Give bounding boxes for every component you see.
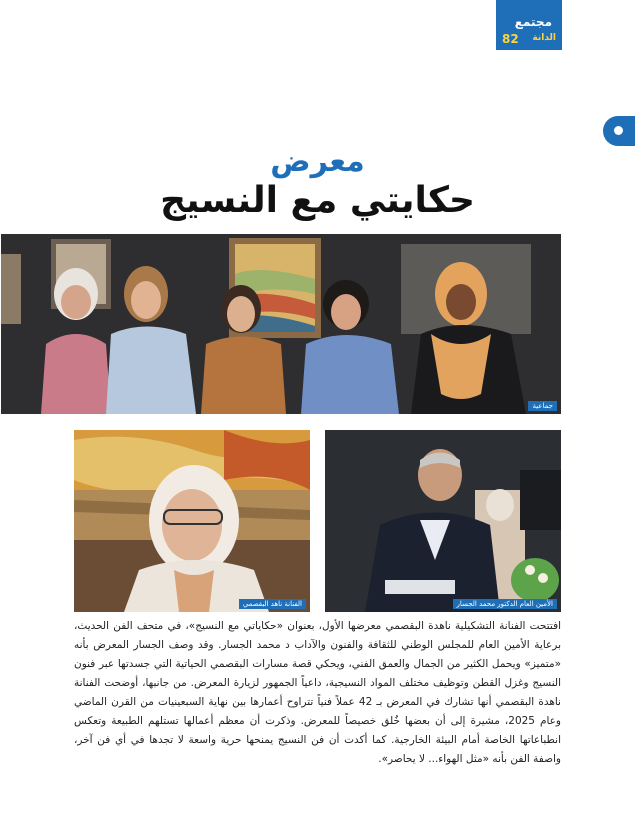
group-photo [1,234,561,414]
side-tab-marker [603,116,635,146]
section-header-tab [496,0,562,50]
article-kicker: معرض [270,144,365,179]
page-number: 82 [502,32,519,46]
secretary-signing-photo [325,430,561,612]
artist-portrait-photo [74,430,310,612]
article-title: حكايتي مع النسيج [160,180,475,221]
artist-portrait-caption: الفنانة ناهد البقصمي [239,599,306,609]
group-photo-caption: جماعية [528,401,557,411]
article-body [74,617,561,769]
secretary-signing-illustration [325,430,561,612]
group-photo-illustration [1,234,561,414]
magazine-logo: الدانة [532,33,556,43]
artist-portrait-illustration [74,430,310,612]
section-label: مجتمع [514,15,552,29]
article-body-paragraph: افتتحت الفنانة التشكيلية ناهدة البقصمي معرضها الأول، بعنوان «حكاياتي مع النسيج»، في متحف الفن الحديث، برعاية الأمين العام للمجلس الوطني للثقافة والفنون والآداب د محمد الجسار. وقد وصف الجسار المعرض بأنه «متميز» ويحمل الكثير من الجمال والعمق الفني، ويحكي قصة مسارات البقصمي الحياتية التي جسدتها عبر فنون النسيج وغزل القطن وتوظيف مختلف المواد النسيجية، داعياً الجمهور لزيارة المعرض. من جانبها، أوضحت الفنانة ناهدة البقصمي أنها تشارك في المعرض بـ 42 عملاً فنياً تتراوح أعمارها بين نهاية السبعينيات من القرن الماضي وعام 2025، مشيرة إلى أن بعضها خُلق خصيصاً للمعرض. وذكرت أن معظم أعمالها تستلهم الطبيعة وتعكس انطباعاتها الخاصة أمام البيئة الخارجية. كما أكدت أن فن النسيج يمنحها حرية واسعة لا تجدها في أي فن آخر، واصفة الفن بأنه «مثل الهواء... لا يحاصر». [74,620,562,765]
secretary-signing-caption: الأمين العام الدكتور محمد الجسار [453,599,558,609]
marker-dot-icon [614,126,623,135]
